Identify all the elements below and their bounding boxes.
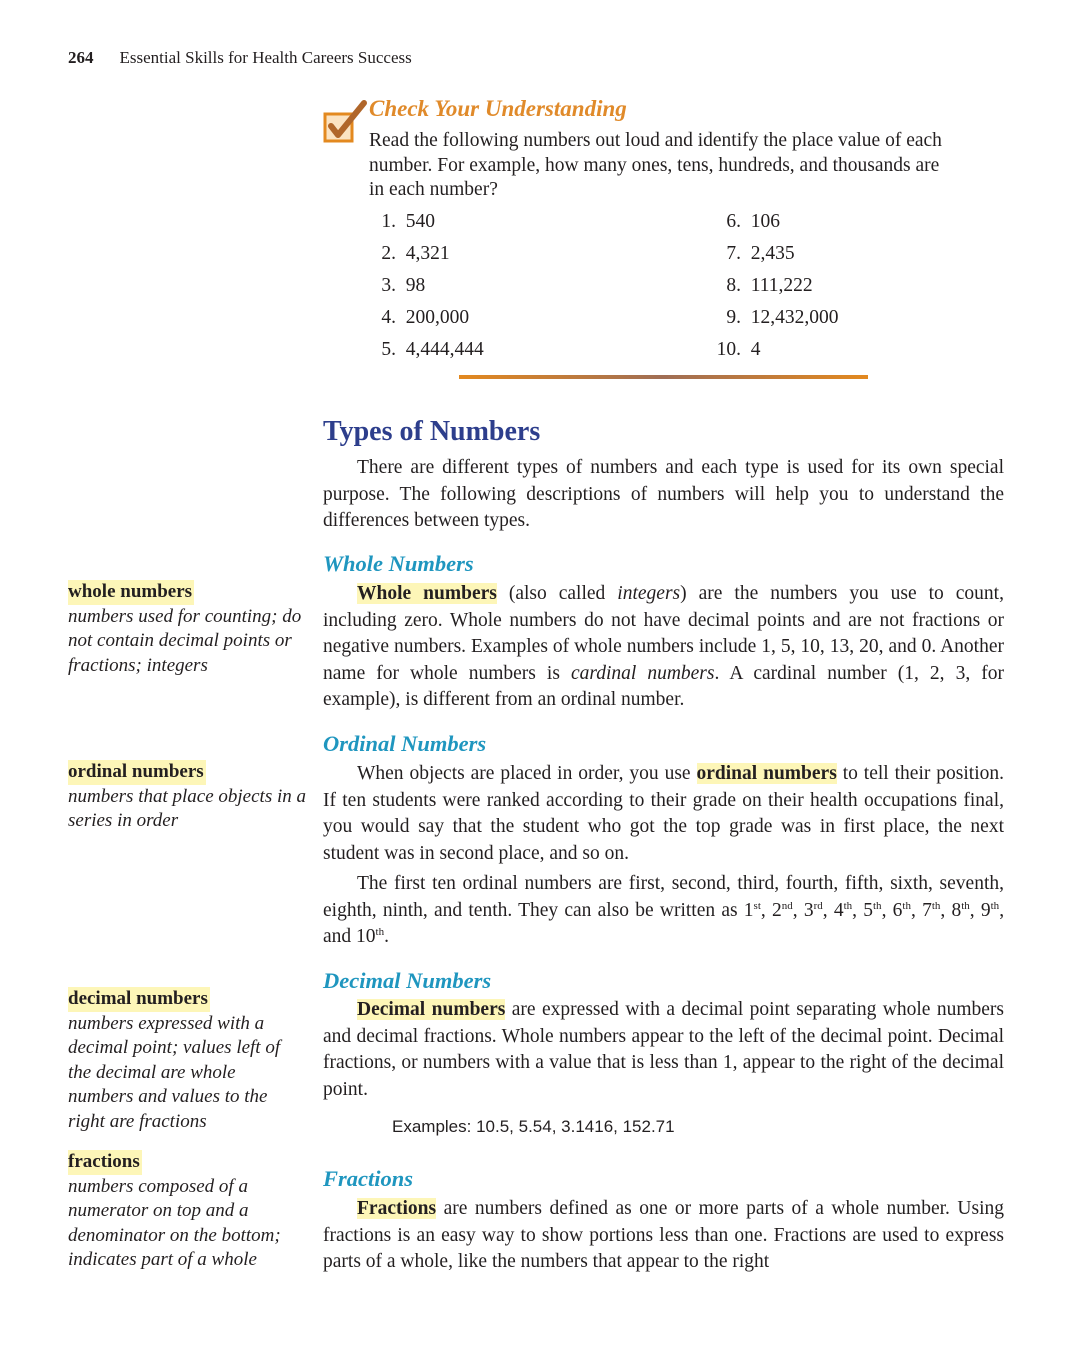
running-header bbox=[68, 48, 412, 68]
glossary-term: decimal numbers bbox=[68, 987, 210, 1012]
whole-numbers-paragraph: Whole numbers (also called integers) are the numbers you use to count, including zero. Whole numbers do not have decimal points and are not fractions or negative numbers. Examples of whole numbers include 1, 5, 10, 13, 20, and 0. Another name for whole numbers is cardinal numbers. A cardinal number (1, 2, 3, for example), is different from an ordinal number. bbox=[323, 583, 1004, 710]
glossary-term: whole numbers bbox=[68, 580, 194, 605]
glossary-entry-decimal-numbers bbox=[68, 987, 293, 1134]
checkbox-check-icon bbox=[322, 99, 368, 145]
ordinal-numbers-paragraph: When objects are placed in order, you use ordinal numbers to tell their position. If ten students were ranked according to their grade on their health occupations final, you would say that the student who got the top grade was in first place, the next student was in second place, and so on. bbox=[323, 763, 1004, 864]
list-item: 3. 98 bbox=[381, 275, 426, 296]
fractions-heading: Fractions bbox=[323, 1166, 414, 1191]
key-term: ordinal numbers bbox=[696, 763, 837, 784]
decimal-examples: Examples: 10.5, 5.54, 3.1416, 152.71 bbox=[392, 1117, 675, 1136]
key-term: Whole numbers bbox=[357, 583, 497, 604]
ordinal-numbers-paragraph-2: The first ten ordinal numbers are first, second, third, fourth, fifth, sixth, seventh, eighth, ninth, and tenth. They can also be written as 1st, 2nd, 3rd, 4th, 5th, 6th, 7th, 8th, 9th, and 10th. bbox=[323, 873, 1005, 947]
glossary-entry-ordinal-numbers bbox=[68, 760, 308, 834]
glossary-term: fractions bbox=[68, 1150, 142, 1175]
glossary-definition: numbers expressed with a decimal point; values left of the decimal are whole numbers and values to the right are fractions bbox=[68, 1012, 281, 1132]
page-number: 264 bbox=[68, 48, 94, 67]
decimal-numbers-heading: Decimal Numbers bbox=[323, 968, 492, 993]
whole-numbers-heading: Whole Numbers bbox=[323, 551, 474, 576]
key-term: Decimal numbers bbox=[357, 999, 506, 1020]
glossary-definition: numbers used for counting; do not contain decimal points or fractions; integers bbox=[68, 605, 302, 676]
fractions-paragraph: Fractions are numbers defined as one or more parts of a whole number. Using fractions is an easy way to show portions less than one. Fractions are used to express parts of a whole, like the numbers that appear to the right bbox=[323, 1198, 1004, 1272]
list-item: 8. 111,222 bbox=[726, 275, 813, 296]
list-item: 1. 540 bbox=[381, 211, 435, 232]
decimal-numbers-paragraph: Decimal numbers are expressed with a decimal point separating whole numbers and decimal fractions. Whole numbers appear to the left of the decimal point. Decimal fractions, or numbers with a value that is less than 1, appear to the right of the decimal point. bbox=[323, 999, 1004, 1100]
list-item: 5. 4,444,444 bbox=[381, 339, 484, 360]
section-title: Types of Numbers bbox=[323, 416, 541, 447]
check-understanding-instructions: Read the following numbers out loud and identify the place value of each number. For example, how many ones, tens, hundreds, and thousands are in each number? bbox=[369, 130, 942, 200]
check-understanding-title: Check Your Understanding bbox=[369, 96, 627, 121]
section-divider bbox=[459, 375, 868, 379]
glossary-entry-whole-numbers bbox=[68, 580, 308, 678]
glossary-definition: numbers that place objects in a series in order bbox=[68, 785, 306, 831]
key-term: Fractions bbox=[357, 1198, 437, 1219]
glossary-term: ordinal numbers bbox=[68, 760, 206, 785]
list-item: 7. 2,435 bbox=[726, 243, 795, 264]
list-item: 10. 4 bbox=[716, 339, 761, 360]
list-item: 6. 106 bbox=[726, 211, 780, 232]
book-title: Essential Skills for Health Careers Success bbox=[119, 48, 412, 67]
glossary-definition: numbers composed of a numerator on top and a denominator on the bottom; indicates part of a whole bbox=[68, 1175, 281, 1270]
glossary-entry-fractions bbox=[68, 1150, 303, 1273]
list-item: 4. 200,000 bbox=[381, 307, 470, 328]
list-item: 2. 4,321 bbox=[381, 243, 450, 264]
ordinal-numbers-heading: Ordinal Numbers bbox=[323, 731, 487, 756]
section-intro: There are different types of numbers and each type is used for its own special purpose. The following descriptions of numbers will help you to understand the differences between types. bbox=[323, 457, 1004, 531]
list-item: 9. 12,432,000 bbox=[726, 307, 839, 328]
